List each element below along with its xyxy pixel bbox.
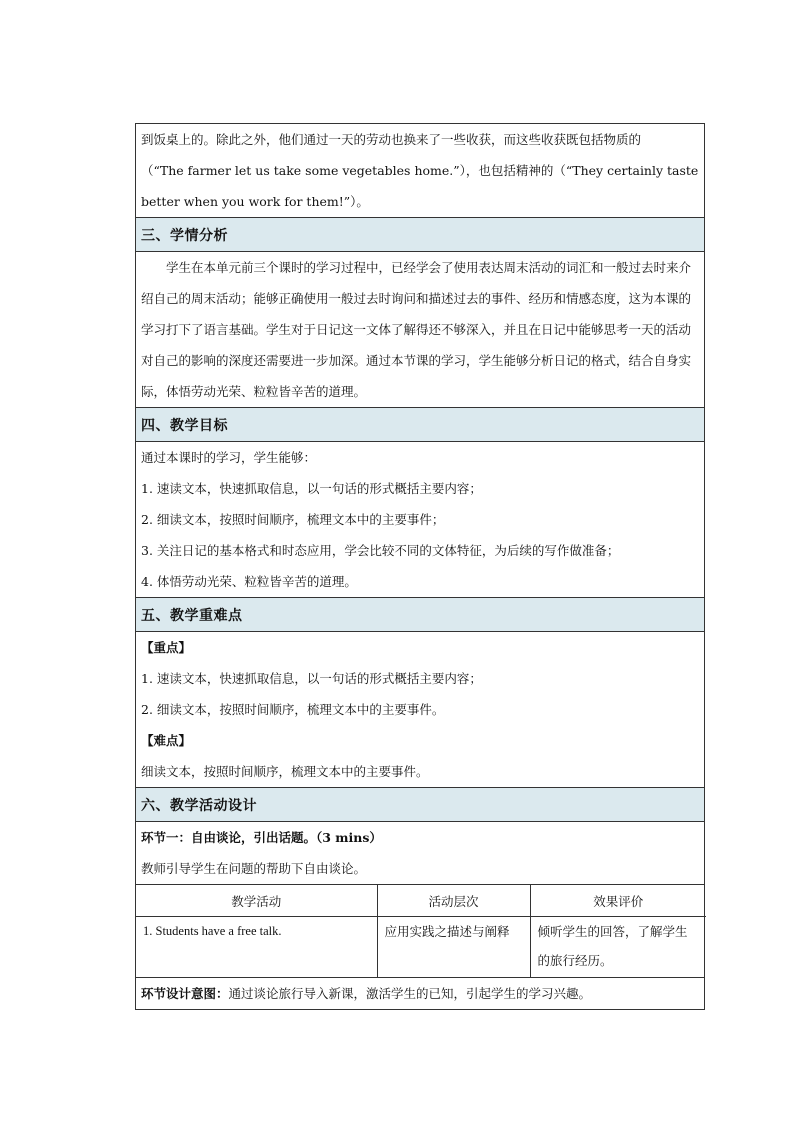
objective-intro: 通过本课时的学习，学生能够： <box>141 450 317 465</box>
key-points-label: 【重点】 <box>141 640 192 655</box>
activity-table-cell-level: 应用实践之描述与阐释 <box>377 917 530 978</box>
intro-line: better when you work for them!”）。 <box>141 194 369 209</box>
design-intent-cell <box>136 978 705 1010</box>
activity-table-header: 效果评价 <box>530 885 706 917</box>
key-point-item: 1. 速读文本，快速抓取信息，以一句话的形式概括主要内容； <box>141 671 482 686</box>
design-intent-label: 环节设计意图： <box>141 986 229 1001</box>
activity-table-cell <box>136 885 705 978</box>
activity-table-cell-evaluation: 倾听学生的回答，了解学生的旅行经历。 <box>530 917 706 978</box>
objective-item: 1. 速读文本，快速抓取信息，以一句话的形式概括主要内容； <box>141 481 482 496</box>
intro-line: 到饭桌上的。除此之外，他们通过一天的劳动也换来了一些收获，而这些收获既包括物质的 <box>141 132 642 147</box>
activity-table <box>136 885 706 977</box>
lesson-plan-table <box>135 123 705 1010</box>
objective-item: 2. 细读文本，按照时间顺序，梳理文本中的主要事件； <box>141 512 445 527</box>
objective-item: 3. 关注日记的基本格式和时态应用，学会比较不同的文体特征，为后续的写作做准备； <box>141 543 620 558</box>
intro-cell <box>136 124 705 218</box>
activity-step-cell <box>136 822 705 885</box>
design-intent-text: 通过谈论旅行导入新课，激活学生的已知，引起学生的学习兴趣。 <box>228 986 592 1001</box>
activity-table-cell-activity: 1. Students have a free talk. <box>136 917 377 978</box>
activity-step-title: 环节一：自由谈论，引出话题。（3 mins） <box>141 830 382 845</box>
activity-table-header: 教学活动 <box>136 885 377 917</box>
key-point-item: 2. 细读文本，按照时间顺序，梳理文本中的主要事件。 <box>141 702 445 717</box>
learner-analysis-cell <box>136 252 705 408</box>
key-points-cell <box>136 632 705 788</box>
section-heading-objectives: 四、教学目标 <box>136 408 705 442</box>
difficult-point-item: 细读文本，按照时间顺序，梳理文本中的主要事件。 <box>141 764 429 779</box>
learner-analysis-text: 学生在本单元前三个课时的学习过程中，已经学会了使用表达周末活动的词汇和一般过去时来介绍自己的周末活动；能够正确使用一般过去时询问和描述过去的事件、经历和情感态度，这为本课的学习打下了语言基础。学生对于日记这一文体了解得还不够深入，并且在日记中能够思考一天的活动对自己的影响的深度还需要进一步加深。通过本节课的学习，学生能够分析日记的格式，结合自身实际，体悟劳动光荣、粒粒皆辛苦的道理。 <box>141 260 692 399</box>
activity-step-desc: 教师引导学生在问题的帮助下自由谈论。 <box>141 861 367 876</box>
intro-line: （“The farmer let us take some vegetables home.”），也包括精神的（“They certainly taste <box>141 163 699 178</box>
lesson-plan-page <box>135 123 705 1010</box>
objective-item: 4. 体悟劳动光荣、粒粒皆辛苦的道理。 <box>141 574 357 589</box>
section-heading-learner-analysis: 三、学情分析 <box>136 218 705 252</box>
section-heading-activity-design: 六、教学活动设计 <box>136 788 705 822</box>
objectives-cell <box>136 442 705 598</box>
activity-table-header: 活动层次 <box>377 885 530 917</box>
difficult-points-label: 【难点】 <box>141 733 192 748</box>
section-heading-key-points: 五、教学重难点 <box>136 598 705 632</box>
